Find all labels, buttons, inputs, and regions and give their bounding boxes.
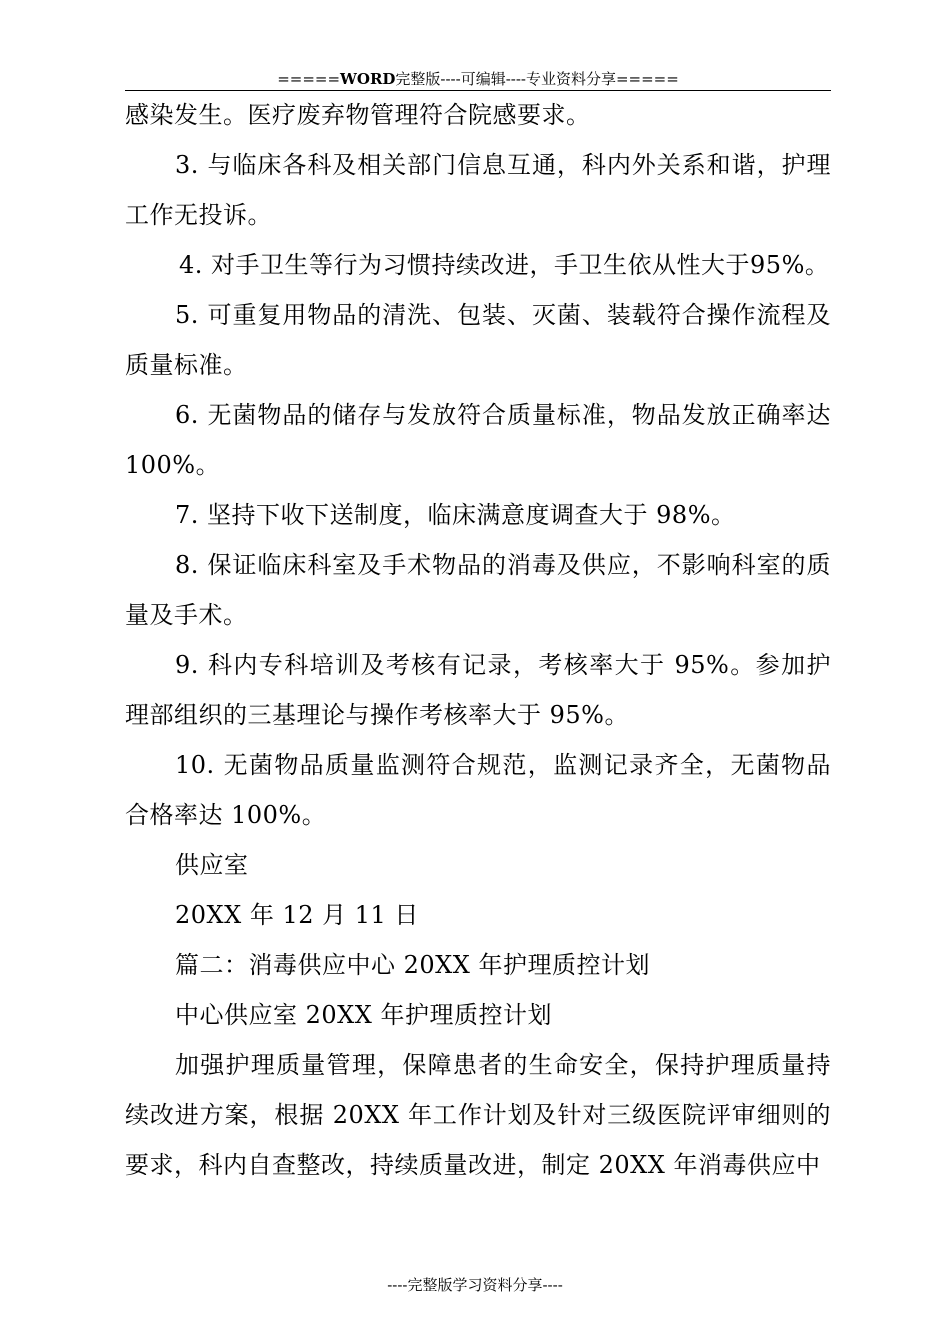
header-word: WORD: [340, 70, 396, 88]
signature-date: 20XX 年 12 月 11 日: [175, 901, 419, 929]
section-title: 篇二：消毒供应中心 20XX 年护理质控计划: [175, 951, 650, 979]
page-header: [125, 70, 831, 88]
document-body: [125, 90, 831, 1190]
paragraph: 6. 无菌物品的储存与发放符合质量标准，物品发放正确率达 100%。: [125, 401, 831, 479]
paragraph: 10. 无菌物品质量监测符合规范，监测记录齐全，无菌物品合格率达 100%。: [125, 751, 831, 829]
paragraph: 9. 科内专科培训及考核有记录，考核率大于 95%。参加护理部组织的三基理论与操作考核率大于 95%。: [125, 651, 831, 729]
page-footer: ----完整版学习资料分享----: [387, 1276, 563, 1294]
paragraph: 8. 保证临床科室及手术物品的消毒及供应，不影响科室的质量及手术。: [125, 551, 831, 629]
paragraph: 4. 对手卫生等行为习惯持续改进，手卫生依从性大于95%。: [179, 251, 830, 279]
header-bars: =====: [277, 70, 341, 88]
paragraph: 7. 坚持下收下送制度，临床满意度调查大于 98%。: [175, 501, 736, 529]
header-text: 完整版----可编辑----专业资料分享=====: [395, 70, 679, 88]
signature-department: 供应室: [175, 851, 249, 879]
paragraph: 加强护理质量管理，保障患者的生命安全，保持护理质量持续改进方案，根据 20XX 年工作计划及针对三级医院评审细则的要求，科内自查整改，持续质量改进，制定 20XX 年消毒供应中: [125, 1051, 831, 1179]
paragraph: 3. 与临床各科及相关部门信息互通，科内外关系和谐，护理工作无投诉。: [125, 151, 831, 229]
subsection-title: 中心供应室 20XX 年护理质控计划: [175, 1001, 552, 1029]
paragraph: 5. 可重复用物品的清洗、包装、灭菌、装载符合操作流程及质量标准。: [125, 301, 831, 379]
paragraph: 感染发生。医疗废弃物管理符合院感要求。: [125, 101, 591, 129]
